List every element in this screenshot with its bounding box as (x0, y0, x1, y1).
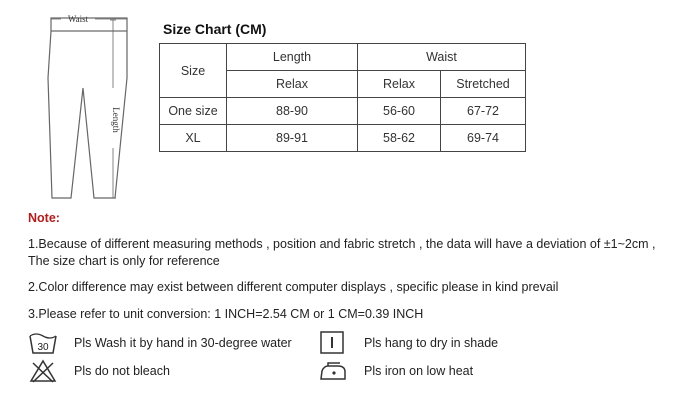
cell-waist-stretched: 67-72 (441, 98, 526, 125)
header-length-relax: Relax (227, 71, 358, 98)
wash-text: Pls Wash it by hand in 30-degree water (74, 336, 292, 350)
note-line-2: 2.Color difference may exist between different computer displays , specific please in kind prevail (28, 280, 559, 294)
cell-length-relax: 89-91 (227, 125, 358, 152)
header-length: Length (227, 44, 358, 71)
note-line-1: 1.Because of different measuring methods , position and fabric stretch , the data will have a deviation of ±1~2cm , (28, 237, 656, 251)
cell-waist-stretched: 69-74 (441, 125, 526, 152)
cell-size: One size (160, 98, 227, 125)
bleach-text: Pls do not bleach (74, 364, 170, 378)
header-size: Size (160, 44, 227, 98)
care-bleach (28, 358, 170, 384)
length-label: Length (111, 107, 121, 133)
care-wash (28, 330, 292, 356)
cell-size: XL (160, 125, 227, 152)
cell-waist-relax: 56-60 (358, 98, 441, 125)
waist-label: Waist (67, 14, 89, 24)
size-chart-title: Size Chart (CM) (163, 21, 267, 37)
iron-text: Pls iron on low heat (364, 364, 474, 378)
size-chart-table (159, 43, 526, 152)
header-waist-stretched: Stretched (441, 71, 526, 98)
iron-low-heat-icon (318, 358, 348, 384)
note-line-3: 3.Please refer to unit conversion: 1 INCH=2.54 CM or 1 CM=0.39 INCH (28, 307, 424, 321)
table-row (160, 125, 526, 152)
header-waist-relax: Relax (358, 71, 441, 98)
dry-text: Pls hang to dry in shade (364, 336, 499, 350)
pants-outline-icon (20, 8, 140, 208)
note-title: Note: (28, 211, 60, 225)
cell-length-relax: 88-90 (227, 98, 358, 125)
hand-wash-30-icon (28, 330, 58, 356)
cell-waist-relax: 58-62 (358, 125, 441, 152)
svg-text:30: 30 (37, 342, 49, 353)
no-bleach-icon (28, 358, 58, 384)
care-dry (318, 330, 498, 356)
care-iron (318, 358, 473, 384)
note-line-1b: The size chart is only for reference (28, 254, 220, 268)
table-row (160, 98, 526, 125)
pants-diagram (20, 8, 140, 208)
header-waist: Waist (358, 44, 526, 71)
hang-dry-icon (318, 330, 348, 356)
